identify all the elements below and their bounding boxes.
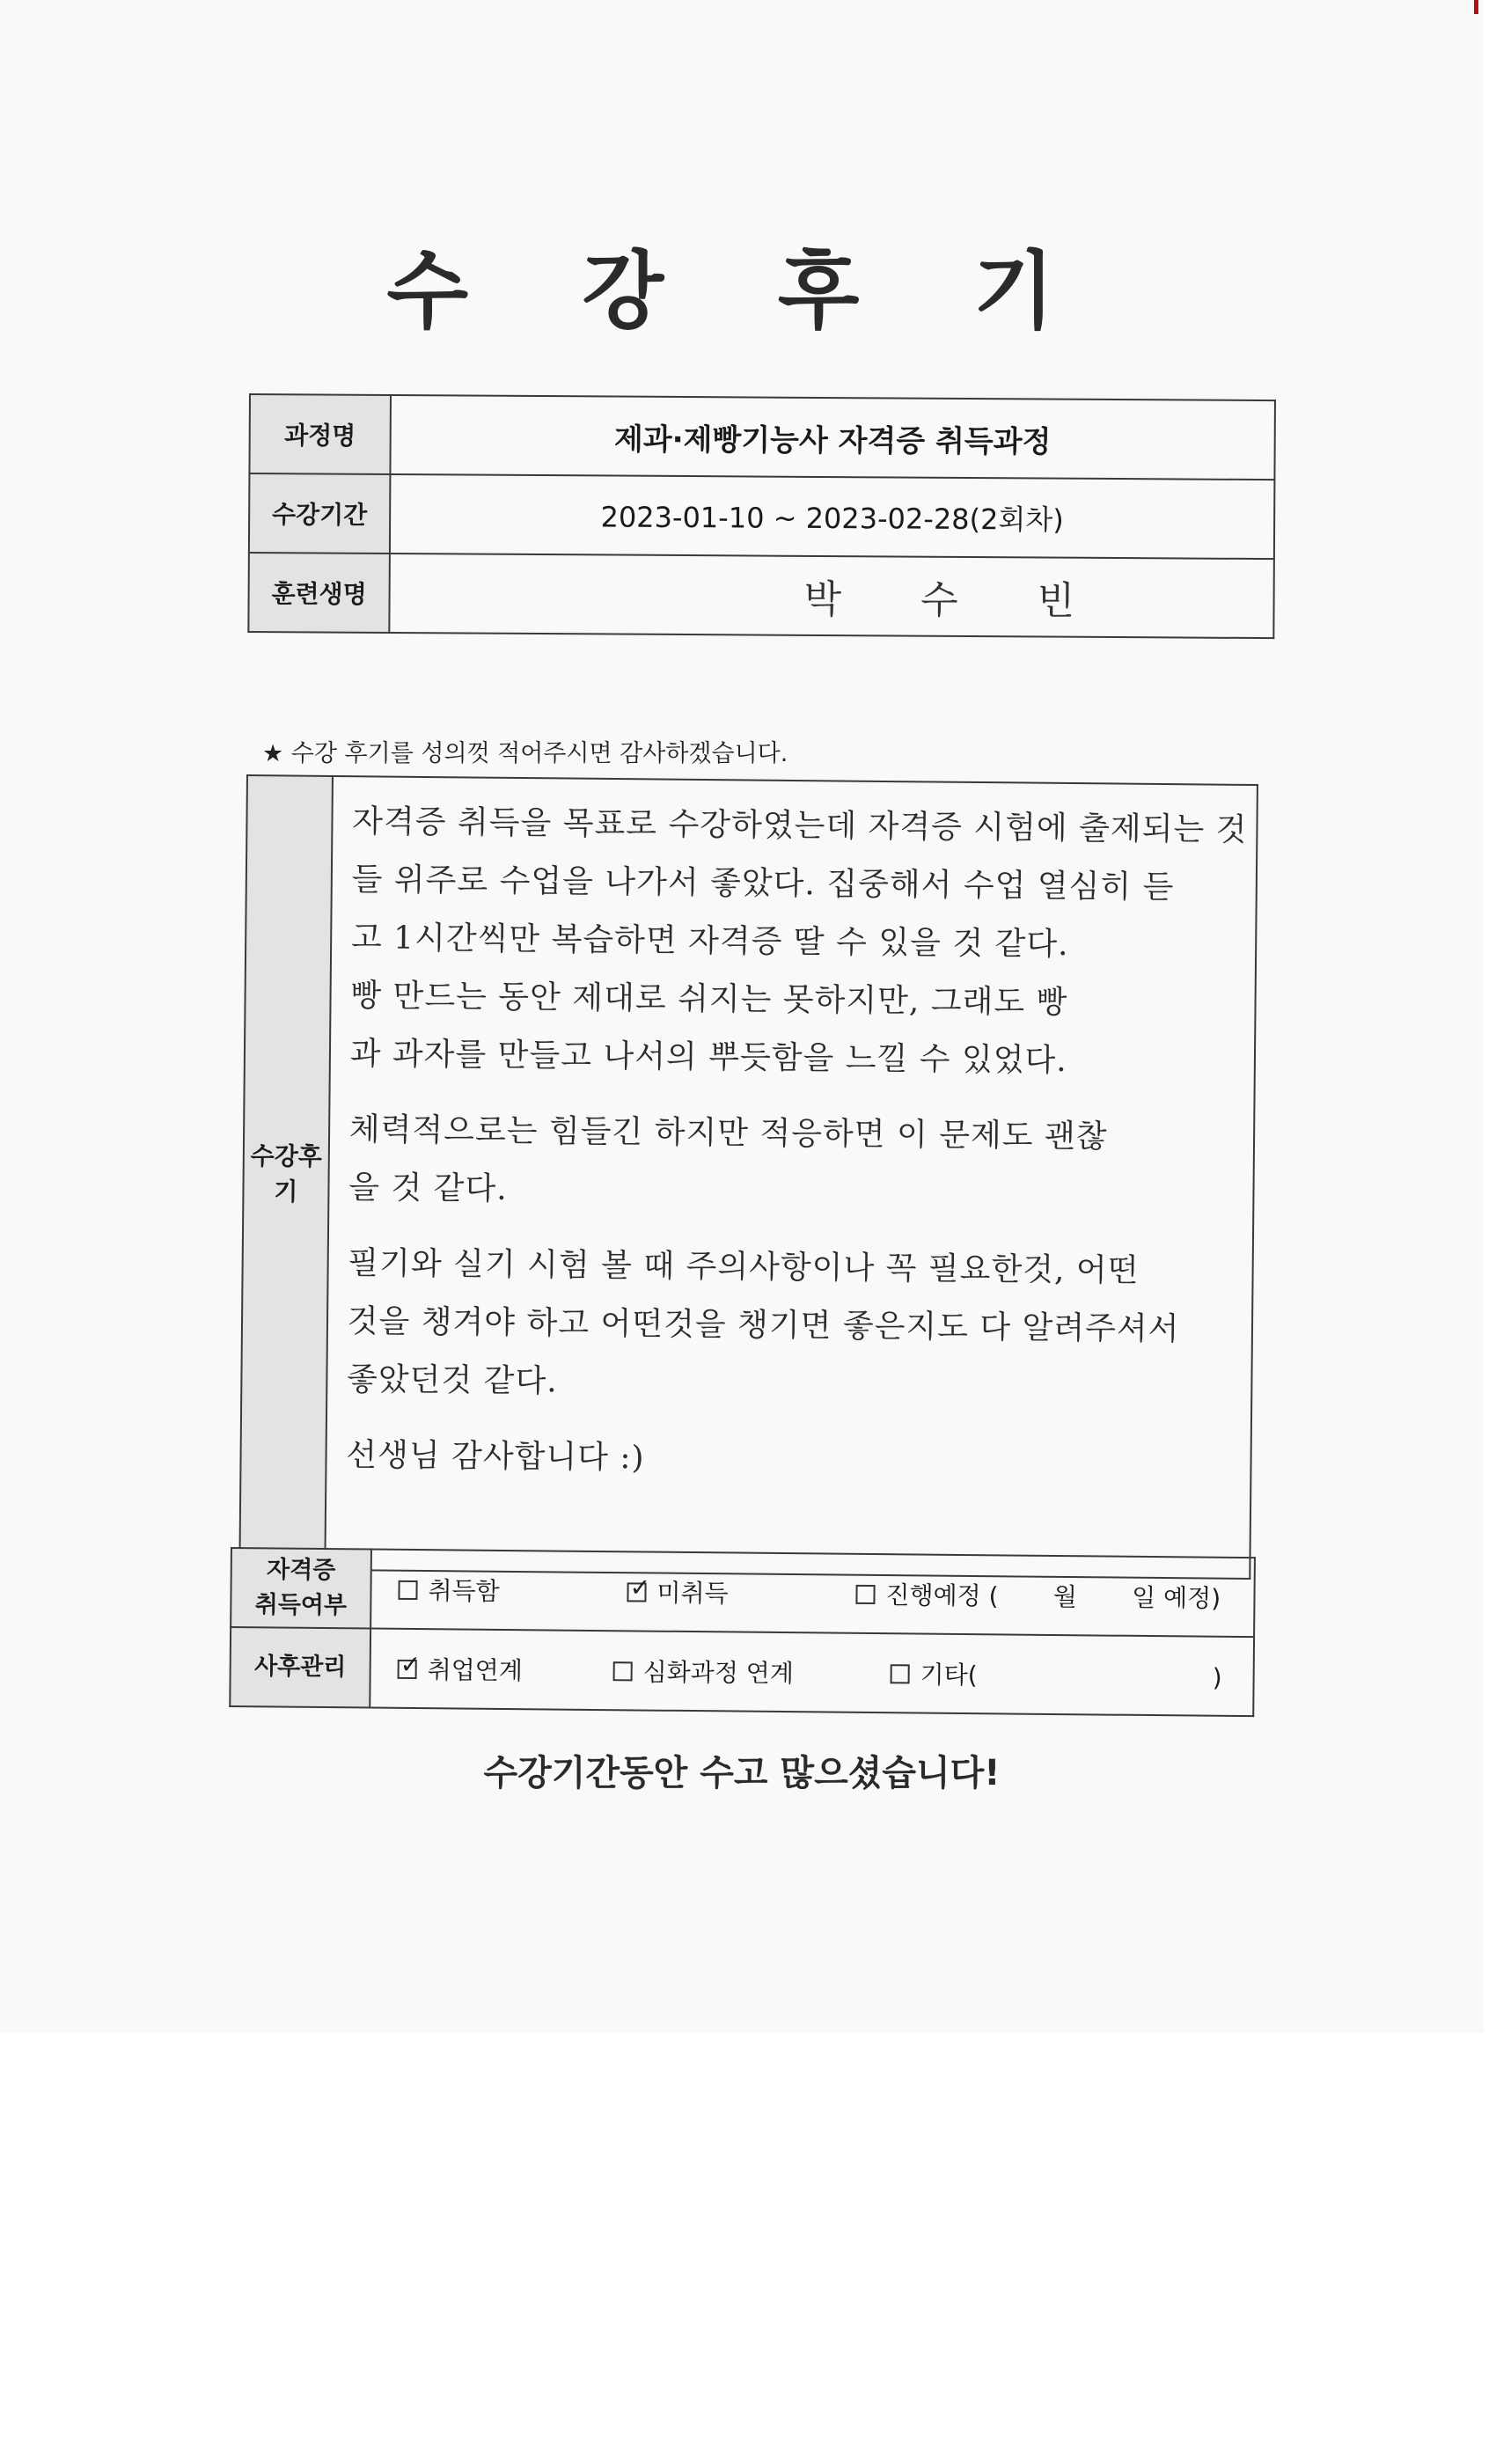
- option-label: 미취득: [656, 1578, 729, 1609]
- checkbox-icon[interactable]: [398, 1580, 417, 1600]
- review-line: 고 1시간씩만 복습하면 자격증 딸 수 있을 것 같다.: [350, 920, 1069, 963]
- period-label: 수강기간: [249, 473, 391, 554]
- option-label: 진행예정 ( 월 일 예정): [885, 1580, 1221, 1613]
- period-row: [249, 473, 1275, 559]
- trainee-name: 박 수 빈: [389, 554, 1274, 638]
- checkbox-icon[interactable]: [891, 1664, 910, 1683]
- review-line: 필기와 실기 시험 볼 때 주의사항이나 꼭 필요한것, 어떤: [348, 1245, 1140, 1289]
- closing-message: 수강기간동안 수고 많으셨습니다!: [483, 1753, 1001, 1793]
- trainee-label: 훈련생명: [248, 553, 390, 633]
- option-label: 심화과정 연계: [642, 1657, 795, 1689]
- checked-checkbox-icon[interactable]: [398, 1660, 417, 1679]
- certificate-label: [231, 1548, 371, 1629]
- review-table: [238, 774, 1258, 1580]
- option-scheduled[interactable]: [855, 1576, 1221, 1615]
- certificate-row: [231, 1548, 1255, 1637]
- instruction-note: ★ 수강 후기를 성의껏 적어주시면 감사하겠습니다.: [262, 740, 788, 767]
- status-table: [229, 1547, 1256, 1717]
- trainee-row: [248, 553, 1274, 638]
- option-label: 기타( ): [920, 1660, 1222, 1692]
- certificate-label-line2: 취득여부: [254, 1591, 348, 1620]
- course-info-table: [247, 393, 1276, 639]
- option-acquired[interactable]: [398, 1572, 627, 1609]
- period-value: 2023-01-10 ~ 2023-02-28(2회차): [390, 474, 1275, 559]
- review-line: 것을 챙겨야 하고 어떤것을 챙기면 좋은지도 다 알려주셔서: [347, 1303, 1180, 1348]
- review-line: 체력적으로는 힘들긴 하지만 적응하면 이 문제도 괜찮: [348, 1111, 1108, 1155]
- followup-row: [230, 1627, 1254, 1716]
- option-advanced-course[interactable]: [612, 1653, 890, 1690]
- review-line: 자격증 취득을 목표로 수강하였는데 자격증 시험에 출제되는 것: [352, 803, 1248, 848]
- review-line: 과 과자를 만들고 나서의 뿌듯함을 느낄 수 있었다.: [349, 1036, 1067, 1079]
- option-label: 취업연계: [427, 1655, 524, 1686]
- certificate-options: [370, 1550, 1255, 1638]
- option-label: 취득함: [428, 1576, 500, 1606]
- course-row: [249, 394, 1275, 480]
- review-line: 좋았던것 같다.: [346, 1361, 558, 1400]
- review-label: 수강후기: [239, 775, 332, 1570]
- option-other[interactable]: [890, 1655, 1221, 1694]
- checkbox-icon[interactable]: [613, 1661, 633, 1681]
- option-job-link[interactable]: [397, 1651, 612, 1688]
- course-value: 제과·제빵기능사 자격증 취득과정: [390, 395, 1275, 480]
- followup-options: [370, 1629, 1254, 1717]
- page-title: 수 강 후 기: [386, 241, 1097, 341]
- edge-mark: [1474, 0, 1478, 14]
- review-text-area: [325, 776, 1258, 1579]
- followup-label: 사후관리: [230, 1627, 370, 1708]
- review-line: 빵 만드는 동안 제대로 쉬지는 못하지만, 그래도 빵: [350, 978, 1068, 1021]
- review-line: 선생님 감사합니다 :): [346, 1437, 645, 1477]
- review-line: 을 것 같다.: [348, 1170, 508, 1207]
- review-line: 들 위주로 수업을 나가서 좋았다. 집중해서 수업 열심히 듣: [351, 862, 1175, 906]
- certificate-label-line1: 자격증: [266, 1556, 336, 1585]
- checkbox-icon[interactable]: [855, 1585, 875, 1604]
- option-not-acquired[interactable]: [627, 1573, 855, 1610]
- course-label: 과정명: [249, 394, 391, 474]
- checked-checkbox-icon[interactable]: [627, 1582, 646, 1602]
